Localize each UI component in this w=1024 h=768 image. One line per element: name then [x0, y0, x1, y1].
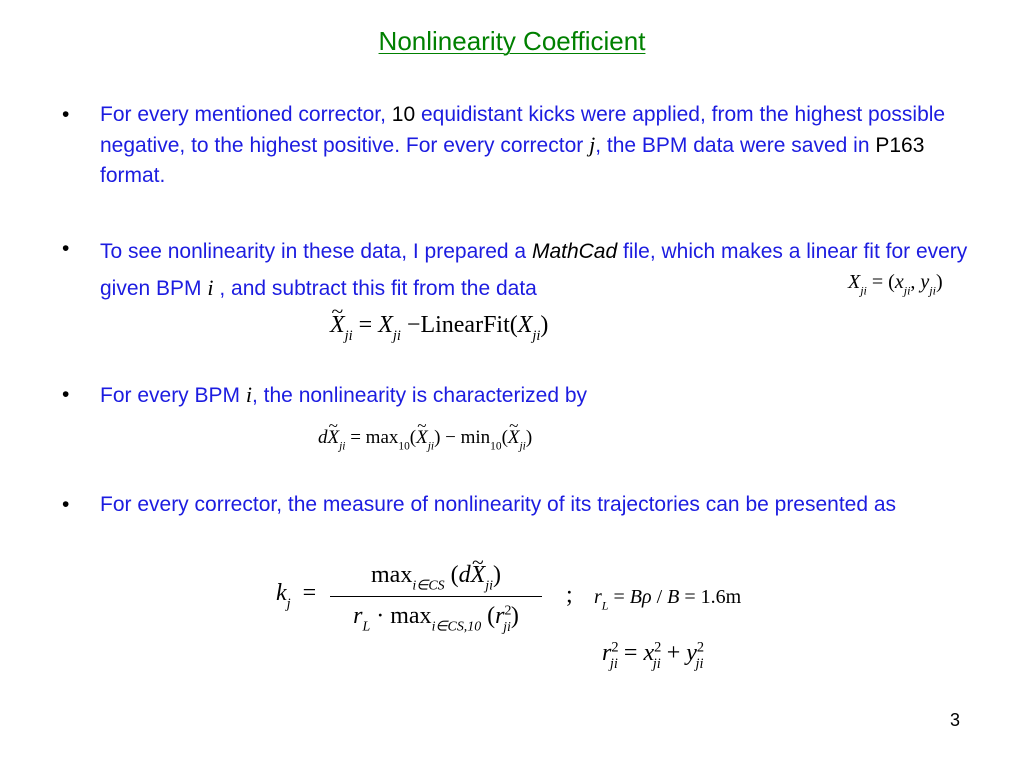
- b2-text-1: To see nonlinearity in these data, I prepared a: [100, 240, 532, 263]
- b2-text-2: file, which makes a linear fit for every given BPM: [100, 240, 968, 300]
- eq-nonlinearity-dx: d~ $X_{ji}$ = $\max_{10}(\sim$ $X_{ji}$) − $\min_{10}(\sim$ $X_{ji}$): [318, 427, 532, 449]
- b1-text-1: For every mentioned corrector,: [100, 103, 392, 126]
- fraction-bar: [330, 596, 542, 597]
- eq-r-squared: $r^2_{ji} = x^2_{ji} + y^2_{ji}$: [602, 639, 705, 672]
- bullet-3-text: [100, 380, 980, 411]
- eq-subtract-fit: ~ $X_{ji} = X_{ji}$ $-LinearFit(X_{ji})$: [330, 312, 548, 339]
- b2-bpm-i: i: [207, 275, 214, 300]
- eq-kj-fraction: [330, 560, 542, 635]
- b2-text-3: , and subtract this fit from the data: [213, 277, 537, 300]
- b1-text-3: , the BPM data were saved in: [595, 134, 876, 157]
- eq-data-definition: $X_{ji} = (x_{ji}$, $y_{ji}$): [848, 271, 943, 298]
- eq-kj-numerator: $\max_{i\in CS}$ (d~ $X_{ji}$): [330, 560, 542, 590]
- b1-text-4: format.: [100, 164, 166, 187]
- bullet-4-text: For every corrector, the measure of nonlinearity of its trajectories can be presented as: [100, 493, 897, 516]
- eq-rl-value: $r_L = B\rho / B = 1.6m$: [594, 586, 742, 613]
- eq-semicolon: ;: [566, 582, 573, 608]
- b1-format-name: P163: [875, 134, 925, 157]
- b2-mathcad: MathCad: [531, 240, 618, 263]
- bullet-1-text: [100, 100, 980, 191]
- bullet-2-marker: •: [62, 237, 70, 260]
- eq-kj-denominator: $r_L \cdot \max_{i\in CS,10} (r^2_{ji})$: [353, 603, 519, 635]
- page-number: 3: [950, 710, 961, 730]
- bullet-3-marker: •: [62, 383, 70, 406]
- b1-text-2: equidistant kicks were applied, from the highest possible negative, to the highest positive. For every corrector: [100, 103, 946, 157]
- slide-title: Nonlinearity Coefficient: [378, 26, 646, 56]
- b3-text-1: For every BPM: [100, 384, 246, 407]
- b1-corrector-j: j: [589, 132, 596, 157]
- b1-kick-count: 10: [391, 103, 416, 126]
- b3-bpm-i: i: [245, 382, 252, 407]
- bullet-1-marker: •: [62, 103, 70, 126]
- bullet-4-marker: •: [62, 493, 70, 516]
- eq-kj-lhs: $k_j$ =: [276, 580, 317, 612]
- b3-text-2: , the nonlinearity is characterized by: [252, 384, 588, 407]
